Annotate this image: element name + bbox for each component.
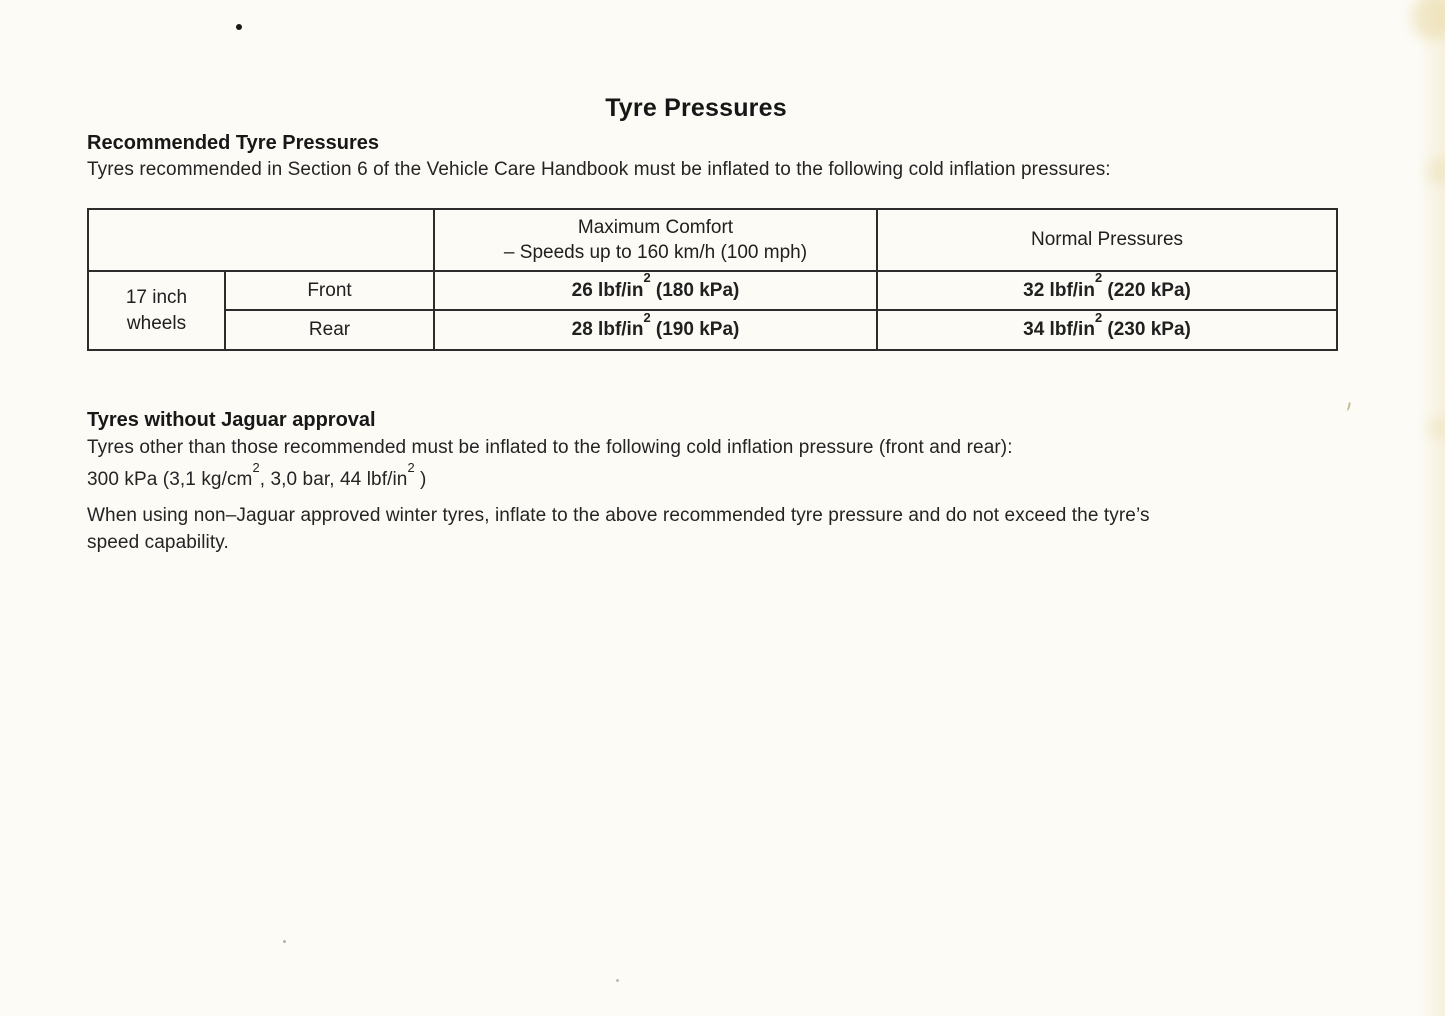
superscript-2: 2 [643, 270, 651, 286]
scan-stain [1411, 0, 1445, 40]
value-text: , 3,0 bar, 44 lbf/in [259, 469, 408, 490]
value-text: (180 kPa) [650, 279, 740, 301]
pen-mark [1345, 402, 1351, 412]
section-heading-without-approval: Tyres without Jaguar approval [87, 409, 376, 431]
table-row-rear [88, 310, 1337, 350]
value-text: 28 lbf/in [571, 319, 644, 340]
section-heading-recommended: Recommended Tyre Pressures [87, 132, 379, 154]
winter-note-line2: speed capability. [87, 532, 229, 553]
scan-stain [1427, 158, 1445, 184]
wheel-size-cell [88, 271, 225, 350]
scan-stain [1429, 418, 1445, 438]
value-text: 32 lbf/in [1023, 279, 1095, 301]
maximum-comfort-line2: – Speeds up to 160 km/h (100 mph) [503, 242, 808, 263]
position-cell-rear: Rear [225, 310, 434, 350]
winter-note-line1: When using non–Jaguar approved winter tyres, inflate to the above recommended tyre pressure and do not exceed the tyre’s [87, 505, 1150, 526]
table-row-front [88, 271, 1337, 310]
page-title: Tyre Pressures [605, 94, 787, 122]
wheel-size-line1: 17 inch [125, 286, 188, 308]
value-text: 26 lbf/in [571, 279, 644, 301]
rear-normal-pressure [877, 310, 1337, 350]
recommended-intro-text: Tyres recommended in Section 6 of the Vehicle Care Handbook must be inflated to the following cold inflation pressures: [87, 159, 1111, 180]
ink-speck [236, 24, 242, 30]
table-header-empty-cell [88, 209, 434, 271]
superscript-2: 2 [643, 309, 651, 325]
value-text: (230 kPa) [1102, 319, 1191, 340]
superscript-2: 2 [252, 459, 260, 475]
maximum-comfort-line1: Maximum Comfort [577, 217, 734, 238]
superscript-2: 2 [1094, 270, 1103, 286]
value-text: ) [414, 469, 427, 490]
without-approval-intro-text: Tyres other than those recommended must be inflated to the following cold inflation pressure (front and rear): [87, 437, 1013, 458]
rear-comfort-pressure [434, 310, 877, 350]
position-cell-front: Front [225, 271, 434, 310]
pressure-equivalents-line [87, 459, 427, 491]
scan-edge-tint [1417, 0, 1445, 1016]
superscript-2: 2 [407, 459, 415, 475]
winter-tyres-note [87, 502, 1347, 556]
ink-speck [283, 940, 286, 943]
table-header-maximum-comfort [434, 209, 877, 271]
value-text: 300 kPa (3,1 kg/cm [87, 469, 253, 490]
tyre-pressure-table [87, 208, 1338, 351]
table-header-row [88, 209, 1337, 271]
wheel-size-line2: wheels [126, 312, 187, 334]
front-normal-pressure [877, 271, 1337, 310]
value-text: 34 lbf/in [1023, 319, 1095, 340]
superscript-2: 2 [1094, 309, 1103, 325]
front-comfort-pressure [434, 271, 877, 310]
value-text: (220 kPa) [1102, 279, 1191, 301]
ink-speck [616, 979, 619, 982]
table-header-normal-pressures: Normal Pressures [877, 209, 1337, 271]
value-text: (190 kPa) [650, 319, 740, 340]
